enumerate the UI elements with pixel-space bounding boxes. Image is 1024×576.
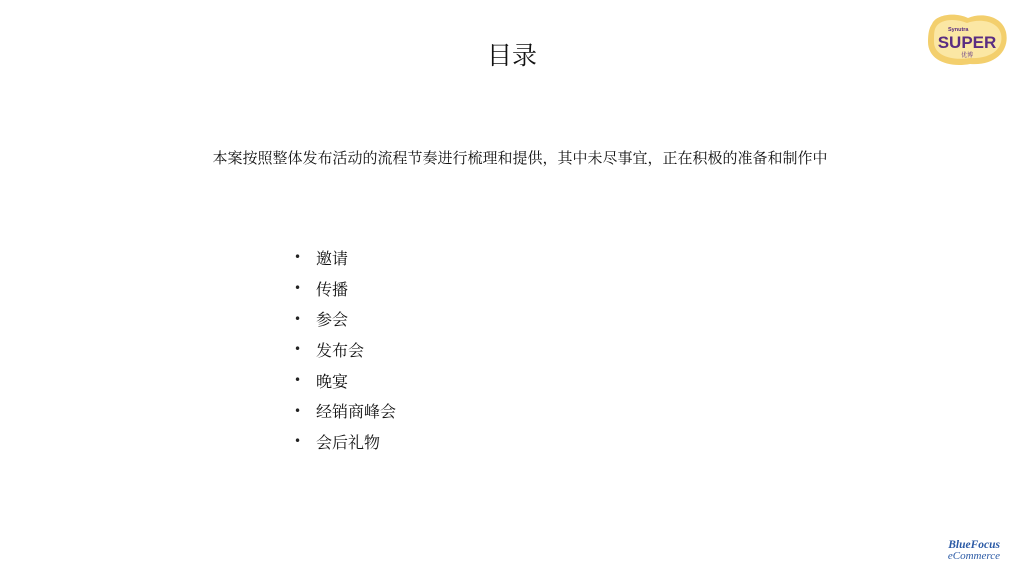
list-item [294,426,396,457]
logo-top-text: Synutra [948,27,969,33]
bullet-icon: • [294,342,302,357]
bluefocus-line1: BlueFocus [948,539,1000,551]
bullet-icon: • [294,403,302,418]
toc-item-promotion: 传播 [316,279,349,299]
list-item [294,303,396,334]
toc-list [294,242,396,457]
intro-text: 本案按照整体发布活动的流程节奏进行梳理和提供，其中未尽事宜，正在积极的准备和制作中 [212,149,828,167]
logo-main-text: SUPER [937,33,997,52]
bullet-icon: • [294,434,302,449]
bullet-icon: • [294,311,302,326]
toc-item-launch-event: 发布会 [316,340,365,360]
list-item [294,365,396,396]
toc-item-invite: 邀请 [316,248,349,268]
toc-item-attendance: 参会 [316,310,349,330]
list-item [294,334,396,365]
bullet-icon: • [294,250,302,265]
bullet-icon: • [294,373,302,388]
toc-item-dealer-summit: 经销商峰会 [316,402,397,422]
list-item [294,395,396,426]
list-item [294,242,396,273]
logo-sub-text: 优博 [960,52,974,59]
bluefocus-logo [926,537,1002,563]
bluefocus-line2: eCommerce [947,550,1000,562]
toc-item-gifts: 会后礼物 [316,432,381,452]
slide-title: 目录 [486,41,537,70]
toc-item-dinner: 晚宴 [316,371,349,391]
bullet-icon: • [294,281,302,296]
super-brand-logo [926,12,1008,68]
list-item [294,273,396,304]
